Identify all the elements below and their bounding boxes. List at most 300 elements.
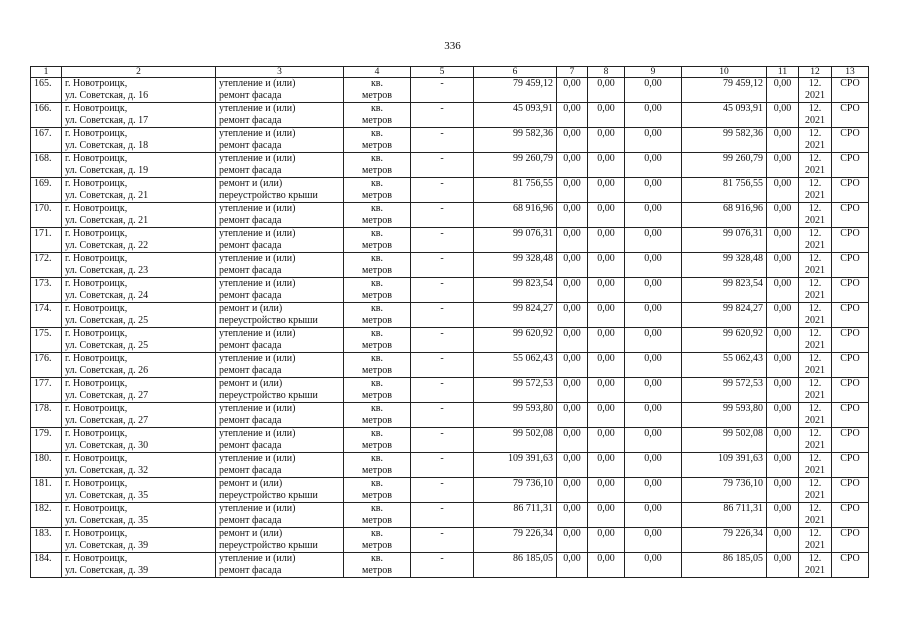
cell-z7: 0,00 — [563, 353, 581, 364]
funding-cell-7 — [557, 128, 588, 153]
cell-total: 45 093,91 — [513, 103, 553, 114]
cell-n: 174. — [34, 303, 52, 314]
cell-z11: 0,00 — [773, 303, 792, 314]
cell-addr2: ул. Советская, д. 39 — [65, 565, 149, 576]
cell-z11: 0,00 — [773, 503, 792, 514]
funding-cell-8 — [588, 553, 625, 578]
cell-fund: 99 824,27 — [723, 303, 763, 314]
fund-amount-cell — [682, 128, 767, 153]
unit-cell — [344, 203, 411, 228]
cell-z11: 0,00 — [773, 478, 792, 489]
row-number — [31, 528, 62, 553]
deadline-cell — [799, 228, 832, 253]
funding-cell-7 — [557, 253, 588, 278]
method-cell — [832, 328, 869, 353]
cell-n: 171. — [34, 228, 52, 239]
cell-n: 175. — [34, 328, 52, 339]
cell-work2: ремонт фасада — [219, 215, 282, 226]
address-cell — [62, 153, 216, 178]
cell-addr1: г. Новотроицк, — [65, 128, 128, 139]
row-number — [31, 353, 62, 378]
cell-addr2: ул. Советская, д. 27 — [65, 390, 149, 401]
cell-work1: ремонт и (или) — [219, 303, 283, 314]
cell-n: 184. — [34, 553, 52, 564]
cell-unit2: метров — [362, 440, 392, 451]
cell-fund: 99 328,48 — [723, 253, 763, 264]
page-number: 336 — [444, 40, 461, 52]
column-header: 3 — [216, 67, 344, 78]
cell-sro: СРО — [840, 303, 860, 314]
cell-n: 167. — [34, 128, 52, 139]
address-cell — [62, 378, 216, 403]
funding-cell-9 — [625, 203, 682, 228]
cell-z9: 0,00 — [644, 528, 662, 539]
fund-amount-cell — [682, 328, 767, 353]
quantity-cell — [411, 253, 474, 278]
method-cell — [832, 453, 869, 478]
cell-unit2: метров — [362, 90, 392, 101]
fund-amount-cell — [682, 428, 767, 453]
column-header: 4 — [344, 67, 411, 78]
deadline-cell — [799, 153, 832, 178]
funding-cell-9 — [625, 278, 682, 303]
cell-qty: - — [440, 453, 444, 464]
cell-z9: 0,00 — [644, 478, 662, 489]
cell-unit2: метров — [362, 415, 392, 426]
cell-qty: - — [440, 153, 444, 164]
cell-addr2: ул. Советская, д. 18 — [65, 140, 149, 151]
cell-addr2: ул. Советская, д. 19 — [65, 165, 149, 176]
cell-work1: утепление и (или) — [219, 353, 296, 364]
table-row — [31, 378, 869, 403]
cell-work1: утепление и (или) — [219, 253, 296, 264]
cell-addr1: г. Новотроицк, — [65, 78, 128, 89]
funding-cell-9 — [625, 103, 682, 128]
method-cell — [832, 528, 869, 553]
cell-total: 68 916,96 — [513, 203, 553, 214]
funding-cell-7 — [557, 503, 588, 528]
cell-work2: ремонт фасада — [219, 165, 282, 176]
cell-sro: СРО — [840, 78, 860, 89]
funding-cell-8 — [588, 528, 625, 553]
row-number — [31, 153, 62, 178]
cell-d2: 2021 — [805, 440, 825, 451]
method-cell — [832, 103, 869, 128]
funding-cell-8 — [588, 353, 625, 378]
cell-unit1: кв. — [370, 178, 384, 189]
cell-z8: 0,00 — [597, 78, 615, 89]
cell-work1: утепление и (или) — [219, 403, 296, 414]
table-row — [31, 303, 869, 328]
row-number — [31, 303, 62, 328]
cell-work1: утепление и (или) — [219, 228, 296, 239]
method-cell — [832, 303, 869, 328]
funding-cell-9 — [625, 428, 682, 453]
cell-unit2: метров — [362, 190, 392, 201]
funding-cell-11 — [767, 428, 799, 453]
cell-addr1: г. Новотроицк, — [65, 453, 128, 464]
fund-amount-cell — [682, 378, 767, 403]
cell-addr2: ул. Советская, д. 26 — [65, 365, 149, 376]
cell-qty: - — [440, 128, 444, 139]
cell-z9: 0,00 — [644, 403, 662, 414]
cell-addr1: г. Новотроицк, — [65, 378, 128, 389]
cell-addr1: г. Новотроицк, — [65, 403, 128, 414]
deadline-cell — [799, 478, 832, 503]
cell-z8: 0,00 — [597, 503, 615, 514]
funding-cell-11 — [767, 278, 799, 303]
cell-total: 99 502,08 — [513, 428, 553, 439]
column-header: 7 — [557, 67, 588, 78]
work-type-cell — [216, 353, 344, 378]
row-number — [31, 328, 62, 353]
row-number — [31, 103, 62, 128]
funding-cell-9 — [625, 503, 682, 528]
cell-work1: ремонт и (или) — [219, 178, 283, 189]
cell-work2: ремонт фасада — [219, 440, 282, 451]
funding-cell-8 — [588, 328, 625, 353]
table-row — [31, 178, 869, 203]
cell-n: 170. — [34, 203, 52, 214]
cell-qty: - — [440, 278, 444, 289]
cell-z7: 0,00 — [563, 128, 581, 139]
cell-unit2: метров — [362, 165, 392, 176]
fund-amount-cell — [682, 353, 767, 378]
work-type-cell — [216, 453, 344, 478]
cell-unit1: кв. — [370, 278, 384, 289]
unit-cell — [344, 378, 411, 403]
work-type-cell — [216, 278, 344, 303]
cell-z7: 0,00 — [563, 178, 581, 189]
fund-amount-cell — [682, 503, 767, 528]
cell-sro: СРО — [840, 228, 860, 239]
funding-cell-11 — [767, 453, 799, 478]
funding-cell-9 — [625, 353, 682, 378]
quantity-cell — [411, 528, 474, 553]
cell-qty: - — [440, 253, 444, 264]
cell-unit2: метров — [362, 315, 392, 326]
total-cost-cell — [474, 253, 557, 278]
cell-total: 99 824,27 — [513, 303, 553, 314]
fund-amount-cell — [682, 203, 767, 228]
quantity-cell — [411, 153, 474, 178]
cell-work2: ремонт фасада — [219, 365, 282, 376]
deadline-cell — [799, 253, 832, 278]
cell-fund: 99 572,53 — [723, 378, 763, 389]
cell-work2: переустройство крыши — [219, 490, 318, 501]
cell-total: 99 572,53 — [513, 378, 553, 389]
unit-cell — [344, 303, 411, 328]
fund-amount-cell — [682, 153, 767, 178]
cell-total: 99 823,54 — [513, 278, 553, 289]
cell-sro: СРО — [840, 128, 860, 139]
cell-fund: 68 916,96 — [723, 203, 763, 214]
cell-addr1: г. Новотроицк, — [65, 278, 128, 289]
funding-cell-11 — [767, 103, 799, 128]
funding-cell-11 — [767, 203, 799, 228]
column-number-row — [31, 67, 869, 78]
funding-cell-11 — [767, 553, 799, 578]
address-cell — [62, 553, 216, 578]
cell-work2: переустройство крыши — [219, 390, 318, 401]
cell-sro: СРО — [840, 553, 860, 564]
cell-unit1: кв. — [370, 328, 384, 339]
cell-z11: 0,00 — [773, 78, 792, 89]
cell-z11: 0,00 — [773, 153, 792, 164]
quantity-cell — [411, 278, 474, 303]
cell-unit1: кв. — [370, 153, 384, 164]
cell-z8: 0,00 — [597, 128, 615, 139]
cell-qty: - — [440, 228, 444, 239]
cell-z7: 0,00 — [563, 528, 581, 539]
funding-cell-9 — [625, 528, 682, 553]
deadline-cell — [799, 128, 832, 153]
cell-z8: 0,00 — [597, 353, 615, 364]
column-header: 11 — [767, 67, 799, 78]
table-row — [31, 428, 869, 453]
cell-work1: утепление и (или) — [219, 78, 296, 89]
deadline-cell — [799, 328, 832, 353]
cell-unit1: кв. — [370, 228, 384, 239]
unit-cell — [344, 353, 411, 378]
work-type-cell — [216, 228, 344, 253]
cell-unit1: кв. — [370, 403, 384, 414]
cell-d2: 2021 — [805, 265, 825, 276]
cell-work2: переустройство крыши — [219, 315, 318, 326]
table-row — [31, 203, 869, 228]
funding-cell-7 — [557, 553, 588, 578]
address-cell — [62, 103, 216, 128]
cell-work1: утепление и (или) — [219, 553, 296, 564]
cell-fund: 99 260,79 — [723, 153, 763, 164]
cell-qty: - — [440, 428, 444, 439]
quantity-cell — [411, 228, 474, 253]
column-header: 12 — [799, 67, 832, 78]
cell-unit2: метров — [362, 115, 392, 126]
cell-d1: 12. — [808, 278, 822, 289]
table-row — [31, 153, 869, 178]
table-body — [31, 78, 869, 578]
column-header: 13 — [832, 67, 869, 78]
cell-work2: ремонт фасада — [219, 290, 282, 301]
cell-d2: 2021 — [805, 215, 825, 226]
method-cell — [832, 403, 869, 428]
address-cell — [62, 403, 216, 428]
cell-work1: ремонт и (или) — [219, 478, 283, 489]
fund-amount-cell — [682, 78, 767, 103]
cell-z9: 0,00 — [644, 128, 662, 139]
cell-z8: 0,00 — [597, 303, 615, 314]
funding-cell-8 — [588, 428, 625, 453]
funding-cell-7 — [557, 278, 588, 303]
cell-d2: 2021 — [805, 365, 825, 376]
funding-cell-11 — [767, 228, 799, 253]
cell-work1: утепление и (или) — [219, 103, 296, 114]
total-cost-cell — [474, 503, 557, 528]
cell-total: 99 328,48 — [513, 253, 553, 264]
row-number — [31, 228, 62, 253]
table-row — [31, 353, 869, 378]
address-cell — [62, 278, 216, 303]
cell-work2: ремонт фасада — [219, 465, 282, 476]
total-cost-cell — [474, 153, 557, 178]
funding-cell-8 — [588, 203, 625, 228]
cell-fund: 109 391,63 — [718, 453, 763, 464]
cell-z9: 0,00 — [644, 228, 662, 239]
funding-cell-9 — [625, 478, 682, 503]
method-cell — [832, 503, 869, 528]
cell-sro: СРО — [840, 503, 860, 514]
cell-z7: 0,00 — [563, 403, 581, 414]
cell-n: 178. — [34, 403, 52, 414]
address-cell — [62, 253, 216, 278]
cell-d2: 2021 — [805, 340, 825, 351]
cell-qty: - — [440, 303, 444, 314]
cell-z7: 0,00 — [563, 328, 581, 339]
funding-cell-9 — [625, 303, 682, 328]
funding-cell-11 — [767, 328, 799, 353]
total-cost-cell — [474, 553, 557, 578]
cell-fund: 86 711,31 — [723, 503, 763, 514]
cell-d1: 12. — [808, 428, 822, 439]
cell-addr1: г. Новотроицк, — [65, 103, 128, 114]
cell-z7: 0,00 — [563, 303, 581, 314]
funding-cell-9 — [625, 153, 682, 178]
cell-addr1: г. Новотроицк, — [65, 503, 128, 514]
fund-amount-cell — [682, 178, 767, 203]
quantity-cell — [411, 78, 474, 103]
cell-fund: 99 076,31 — [723, 228, 763, 239]
cell-qty: - — [440, 503, 444, 514]
total-cost-cell — [474, 103, 557, 128]
cell-n: 166. — [34, 103, 52, 114]
cell-total: 99 620,92 — [513, 328, 553, 339]
funding-cell-8 — [588, 478, 625, 503]
method-cell — [832, 203, 869, 228]
column-header: 10 — [682, 67, 767, 78]
row-number — [31, 278, 62, 303]
funding-cell-11 — [767, 78, 799, 103]
total-cost-cell — [474, 478, 557, 503]
address-cell — [62, 353, 216, 378]
cell-addr2: ул. Советская, д. 22 — [65, 240, 149, 251]
cell-z7: 0,00 — [563, 103, 581, 114]
cell-sro: СРО — [840, 528, 860, 539]
cell-addr2: ул. Советская, д. 24 — [65, 290, 149, 301]
cell-qty: - — [440, 178, 444, 189]
cell-work1: утепление и (или) — [219, 328, 296, 339]
cell-z9: 0,00 — [644, 503, 662, 514]
unit-cell — [344, 478, 411, 503]
cell-n: 179. — [34, 428, 52, 439]
cell-unit2: метров — [362, 365, 392, 376]
row-number — [31, 478, 62, 503]
funding-cell-11 — [767, 528, 799, 553]
deadline-cell — [799, 403, 832, 428]
table-row — [31, 103, 869, 128]
method-cell — [832, 128, 869, 153]
cell-addr1: г. Новотроицк, — [65, 178, 128, 189]
cell-work1: утепление и (или) — [219, 278, 296, 289]
unit-cell — [344, 228, 411, 253]
cell-unit1: кв. — [370, 78, 384, 89]
cell-total: 86 711,31 — [513, 503, 553, 514]
cell-unit2: метров — [362, 490, 392, 501]
work-type-cell — [216, 103, 344, 128]
cell-unit2: метров — [362, 265, 392, 276]
funding-cell-9 — [625, 378, 682, 403]
funding-cell-7 — [557, 453, 588, 478]
cell-unit1: кв. — [370, 353, 384, 364]
unit-cell — [344, 428, 411, 453]
quantity-cell — [411, 203, 474, 228]
cell-sro: СРО — [840, 403, 860, 414]
cell-addr2: ул. Советская, д. 21 — [65, 190, 149, 201]
cell-addr1: г. Новотроицк, — [65, 328, 128, 339]
cell-sro: СРО — [840, 328, 860, 339]
cell-n: 183. — [34, 528, 52, 539]
method-cell — [832, 228, 869, 253]
cell-qty: - — [440, 378, 444, 389]
fund-amount-cell — [682, 303, 767, 328]
method-cell — [832, 153, 869, 178]
quantity-cell — [411, 453, 474, 478]
work-type-cell — [216, 428, 344, 453]
address-cell — [62, 78, 216, 103]
cell-fund: 79 226,34 — [723, 528, 763, 539]
cell-work1: утепление и (или) — [219, 503, 296, 514]
cell-unit2: метров — [362, 465, 392, 476]
funding-cell-9 — [625, 78, 682, 103]
funding-cell-7 — [557, 228, 588, 253]
quantity-cell — [411, 328, 474, 353]
funding-cell-11 — [767, 178, 799, 203]
address-cell — [62, 203, 216, 228]
unit-cell — [344, 128, 411, 153]
cell-d1: 12. — [808, 303, 822, 314]
row-number — [31, 78, 62, 103]
cell-addr1: г. Новотроицк, — [65, 253, 128, 264]
method-cell — [832, 553, 869, 578]
funding-cell-7 — [557, 478, 588, 503]
cell-addr1: г. Новотроицк, — [65, 478, 128, 489]
quantity-cell — [411, 128, 474, 153]
cell-d2: 2021 — [805, 465, 825, 476]
cell-fund: 55 062,43 — [723, 353, 763, 364]
cell-unit2: метров — [362, 390, 392, 401]
cell-work1: ремонт и (или) — [219, 378, 283, 389]
cell-addr1: г. Новотроицк, — [65, 428, 128, 439]
method-cell — [832, 478, 869, 503]
cell-n: 172. — [34, 253, 52, 264]
cell-z8: 0,00 — [597, 228, 615, 239]
cell-work2: ремонт фасада — [219, 90, 282, 101]
cell-d1: 12. — [808, 528, 822, 539]
cell-total: 109 391,63 — [508, 453, 553, 464]
cell-work1: утепление и (или) — [219, 153, 296, 164]
cell-d1: 12. — [808, 178, 822, 189]
method-cell — [832, 78, 869, 103]
cell-work1: утепление и (или) — [219, 203, 296, 214]
total-cost-cell — [474, 78, 557, 103]
address-cell — [62, 428, 216, 453]
fund-amount-cell — [682, 253, 767, 278]
funding-cell-8 — [588, 278, 625, 303]
cell-d1: 12. — [808, 153, 822, 164]
cell-addr2: ул. Советская, д. 17 — [65, 115, 149, 126]
table-row — [31, 553, 869, 578]
cell-z11: 0,00 — [773, 378, 792, 389]
